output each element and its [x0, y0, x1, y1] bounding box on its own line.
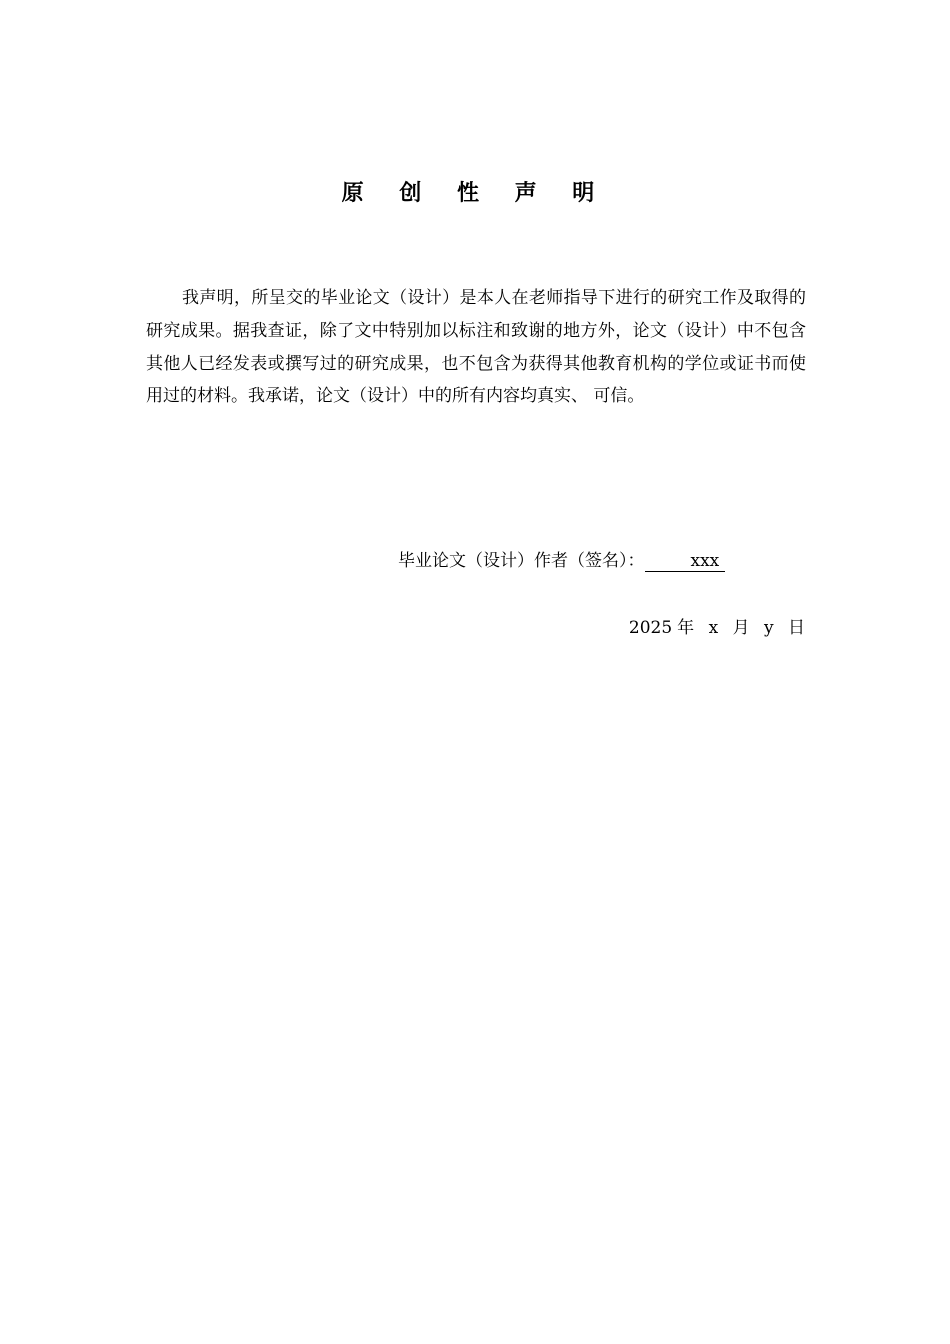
date-day: y	[763, 618, 774, 638]
signature-label: 毕业论文（设计）作者（签名）：	[398, 551, 645, 571]
page-title: 原 创 性 声 明	[341, 181, 609, 206]
signature-value: xxx	[645, 551, 726, 572]
signature-line	[398, 547, 725, 575]
declaration-paragraph: 我声明，所呈交的毕业论文（设计）是本人在老师指导下进行的研究工作及取得的研究成果。据我查证，除了文中特别加以标注和致谢的地方外，论文（设计）中不包含其他人已经发表或撰写过的研究成果，也不包含为获得其他教育机构的学位或证书而使用过的材料。我承诺，论文（设计）中的所有内容均真实、 可信。	[146, 288, 806, 407]
date-month-unit: 月	[732, 618, 750, 638]
date-line	[629, 614, 805, 642]
date-month: x	[708, 618, 719, 638]
date-year: 2025	[628, 618, 673, 638]
date-day-unit: 日	[788, 618, 805, 638]
date-year-unit: 年	[677, 618, 695, 638]
